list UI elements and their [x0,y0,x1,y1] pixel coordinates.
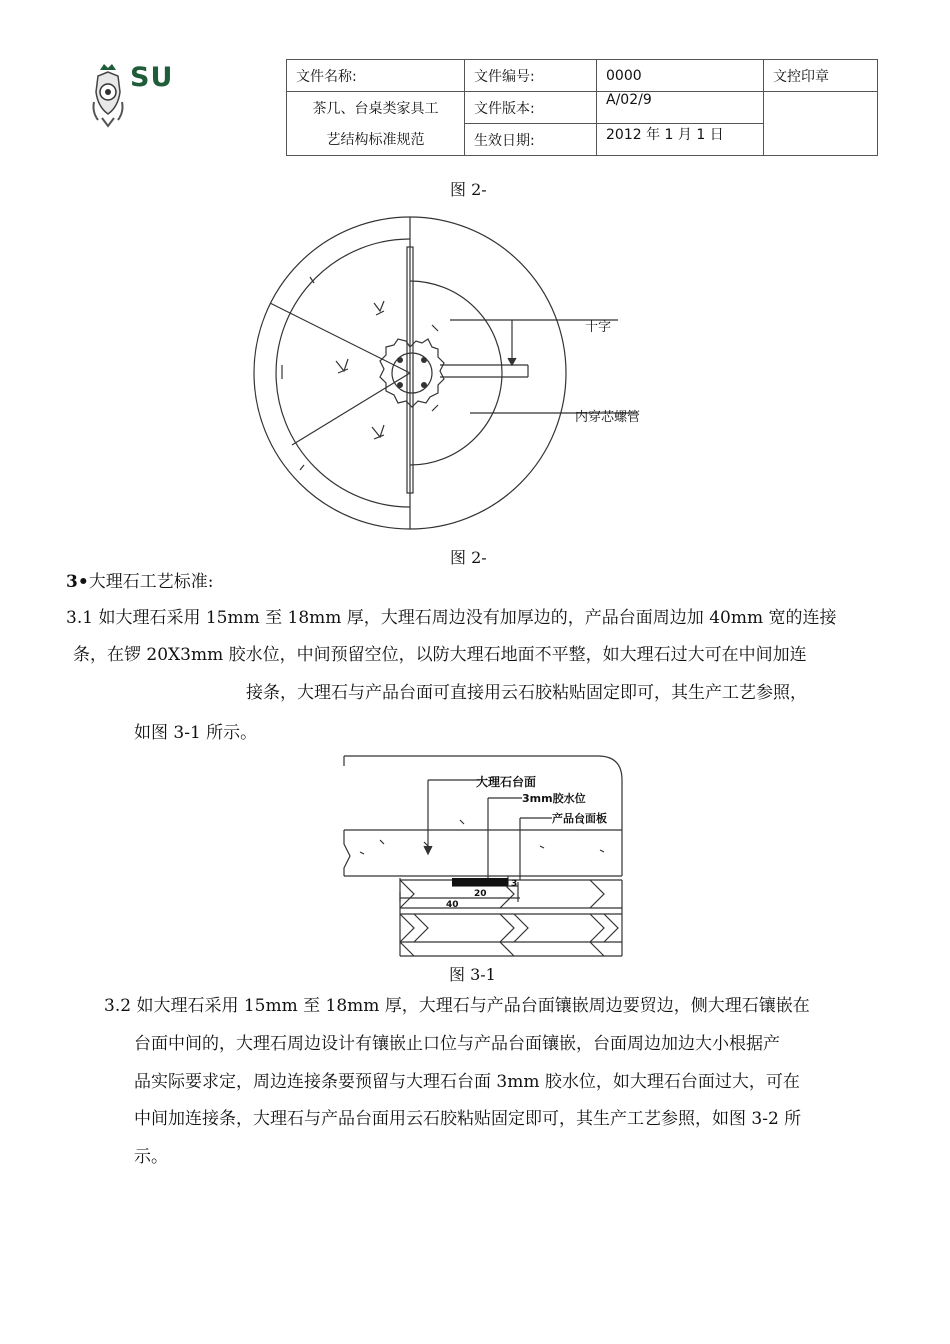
label-inner-tube: 内穿芯螺管 [575,410,641,425]
label-marble: 大理石台面 [476,775,537,789]
file-name-label: 文件名称: [287,60,465,92]
figure2-caption-top: 图 2- [450,180,487,199]
marble-edges [344,830,622,876]
p32-line5: 示。 [134,1147,168,1167]
divider-upper [270,303,410,373]
file-no-value: 0000 [597,60,764,92]
effective-date-label: 生效日期: [465,124,597,156]
inner-arc-left [276,239,410,507]
stamp-area [764,92,878,156]
inner-half-circle [410,281,502,465]
p31-line1: 3.1 如大理石采用 15mm 至 18mm 厚，大理石周边没有加厚边的，产品台面周边加 40mm 宽的连接 [66,608,837,628]
section3-title: 大理石工艺标准: [88,572,214,592]
p31-line4: 如图 3-1 所示。 [134,723,258,743]
dim-40: 40 [446,900,459,910]
file-no-label: 文件编号: [465,60,597,92]
crest-icon [88,62,128,130]
p31-line3: 接条，大理石与产品台面可直接用云石胶粘贴固定即可，其生产工艺参照， [246,683,807,703]
p32-line2: 台面中间的，大理石周边设计有镶嵌止口位与产品台面镶嵌，台面周边加边大小根据产 [134,1034,780,1054]
figure31-drawing [340,756,630,962]
figure2-caption-bottom: 图 2- [450,548,487,567]
dim-3: 3 [511,879,518,889]
label-board: 产品台面板 [552,812,607,825]
divider-lower [292,373,410,445]
dim-20: 20 [474,889,487,899]
version-label: 文件版本: [465,92,597,124]
effective-date-value: 2012 年 1 月 1 日 [597,124,764,156]
glue-groove [452,878,508,886]
label-cross: 十字 [585,320,612,335]
p32-line4: 中间加连接条，大理石与产品台面用云石胶粘贴固定即可，其生产工艺参照，如图 3-2 所 [134,1109,802,1129]
section3-number: 3• [66,572,89,592]
p32-line1: 3.2 如大理石采用 15mm 至 18mm 厚，大理石与产品台面镶嵌周边要贸边，侧大理石镶嵌在 [104,996,810,1016]
stamp-label: 文控印章 [764,60,878,92]
company-logo [88,62,174,130]
section3-heading [66,563,213,601]
p31-line2: 条，在锣 20X3mm 胶水位，中间预留空位，以防大理石地面不平整，如大理石过大可在中间加连 [73,645,807,665]
base-sides [400,878,622,956]
knob-outline [380,339,444,407]
p32-line3: 品实际要求定，周边连接条要预留与大理石台面 3mm 胶水位，如大理石台面过大，可在 [134,1072,800,1092]
file-name-line1: 茶几、台桌类家具工 [287,92,465,124]
figure2-drawing [240,215,660,537]
version-value: A/02/9 [597,92,764,124]
file-name-line2: 艺结构标准规范 [287,124,465,156]
logo-text: SU [130,62,174,93]
figure31-caption: 图 3-1 [449,965,496,984]
document-header-table [286,59,878,156]
label-glue: 3mm胶水位 [522,792,586,805]
marble-left-edge [344,830,350,876]
